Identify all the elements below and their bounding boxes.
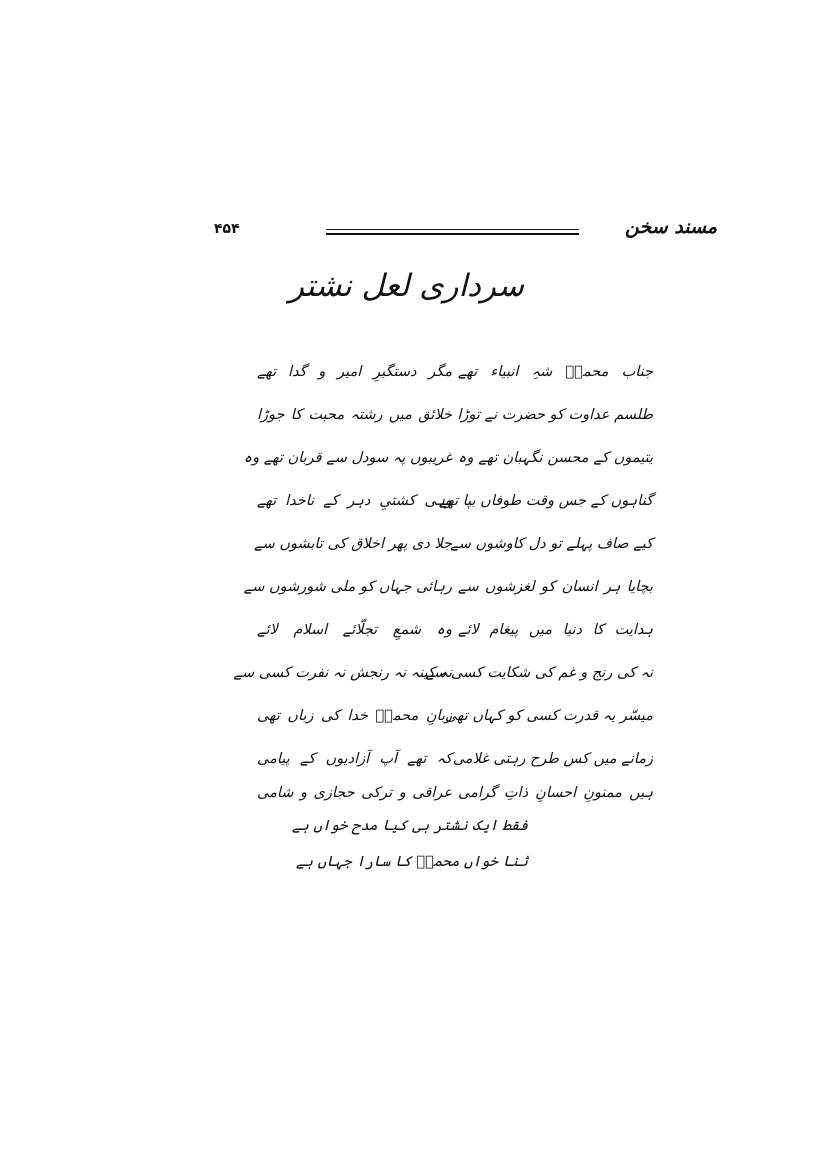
couplet	[0, 536, 826, 566]
misra-first: جناب محمدؐ شہِ انبیاء تھے	[458, 364, 653, 380]
misra-second: وہ شمعِ تجلّائے اسلام لائے	[257, 622, 452, 638]
misra-second: زبانِ محمدؐ خدا کی زباں تھی	[257, 708, 452, 724]
misra-second: نہ کینہ نہ رنجش نہ نفرت کسی سے	[233, 665, 452, 681]
misra-first: بچایا ہر انسان کو لغزشوں سے	[458, 579, 653, 595]
closing-misra-first: فقط ایک نشتر ہی کیا مدح خواں ہے	[291, 818, 528, 834]
misra-second: عراقی و ترکی حجازی و شامی	[257, 785, 452, 801]
couplet	[0, 785, 826, 815]
couplet	[0, 493, 826, 523]
misra-first: یتیموں کے محسن نگہبان تھے وہ	[458, 450, 653, 466]
couplet	[0, 665, 826, 695]
misra-second: مگر دستگیرِ امیر و گدا تھے	[257, 364, 452, 380]
couplet	[0, 579, 826, 609]
misra-first: طلسم عداوت کو حضرت نے توڑا	[457, 407, 653, 423]
couplet	[0, 751, 826, 781]
running-head: مسند سخن	[625, 216, 718, 238]
couplet	[0, 364, 826, 394]
couplet	[0, 407, 826, 437]
misra-second: رہائی جہاں کو ملی شورشوں سے	[243, 579, 452, 595]
misra-second: کہ تھے آپ آزادیوں کے پیامی	[257, 751, 452, 767]
closing-misra-second: ثنا خواں محمدؐ کا سارا جہاں ہے	[296, 854, 528, 870]
page-number: ۴۵۴	[214, 221, 240, 237]
poem-title: سرداری لعل نشتر	[288, 268, 524, 304]
misra-second: جلا دی پھر اخلاق کی تابشوں سے	[254, 536, 452, 552]
couplet	[0, 622, 826, 652]
couplet	[0, 450, 826, 480]
misra-second: وہی کشتیِ دہر کے ناخدا تھے	[257, 493, 452, 509]
couplet	[0, 708, 826, 738]
misra-first: گناہوں کے جس وقت طوفاں بپا تھے	[438, 493, 653, 509]
misra-first: زمانے میں کس طرح رہتی غلامی	[452, 751, 653, 767]
misra-first: ہیں ممنونِ احسانِ ذاتِ گرامی	[458, 785, 653, 801]
misra-second: غریبوں پہ سودل سے قربان تھے وہ	[243, 450, 452, 466]
misra-first: نہ کی رنج و غم کی شکایت کسی سے	[425, 665, 653, 681]
header-rule-bottom	[326, 233, 579, 235]
header-rule-top	[326, 229, 579, 230]
misra-first: ہدایت کا دنیا میں پیغام لائے	[458, 622, 653, 638]
misra-second: خلائق میں رشتہ محبت کا جوڑا	[257, 407, 452, 423]
misra-first: میسّر یہ قدرت کسی کو کہاں تھی	[444, 708, 653, 724]
misra-first: کیے صاف پہلے تو دل کاوشوں سے	[450, 536, 653, 552]
